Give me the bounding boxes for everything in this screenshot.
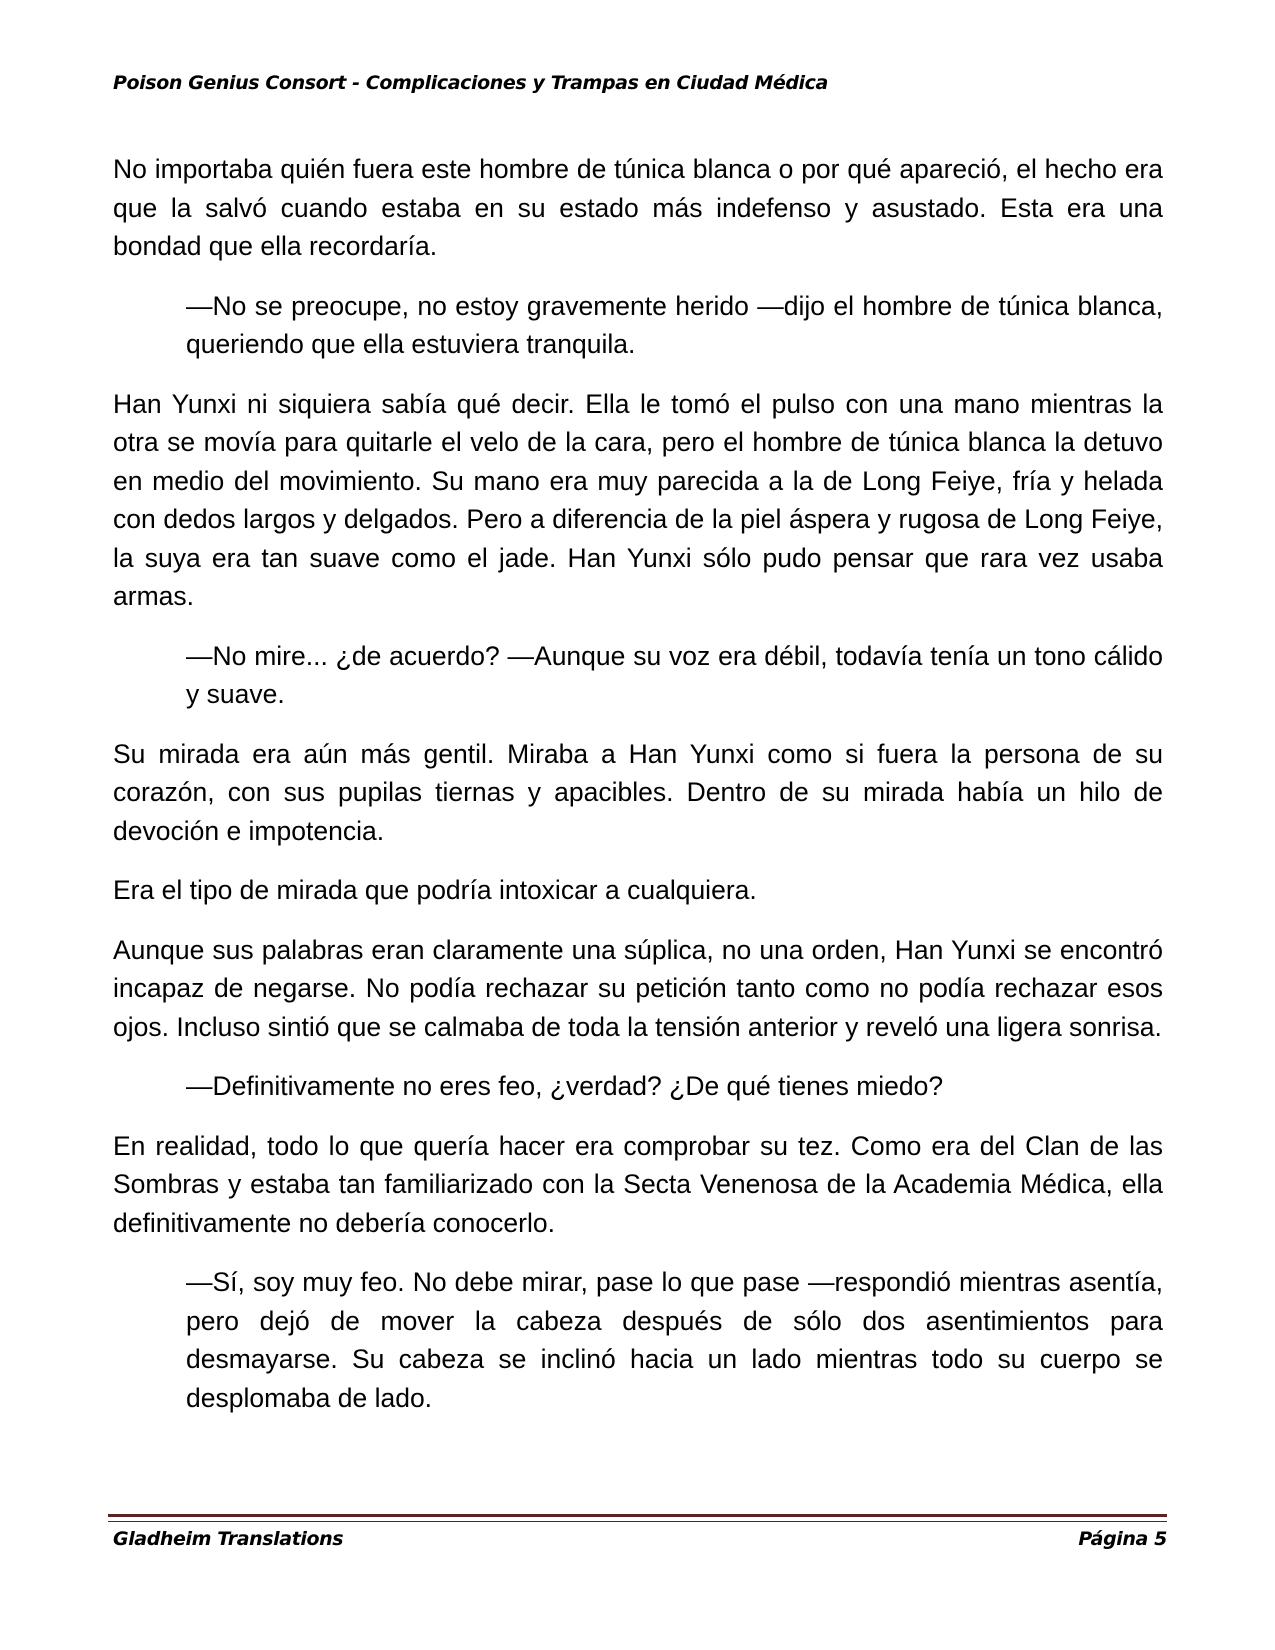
paragraph-narrative: No importaba quién fuera este hombre de túnica blanca o por qué apareció, el hecho era que la salvó cuando estaba en su estado más indefenso y asustado. Esta era una bondad que ella recordaría. [113, 154, 1163, 261]
document-body [113, 150, 1163, 1438]
paragraph-narrative: Su mirada era aún más gentil. Miraba a Han Yunxi como si fuera la persona de su corazón, con sus pupilas tiernas y apacibles. Dentro de su mirada había un hilo de devoción e impotencia. [113, 738, 1163, 846]
paragraph-dialogue: —Sí, soy muy feo. No debe mirar, pase lo que pase —respondió mientras asentía, pero dejó de mover la cabeza después de sólo dos asentimientos para desmayarse. Su cabeza se inclinó hacia un lado mientras todo su cuerpo se desplomaba de lado. [186, 1267, 1163, 1413]
paragraph-narrative: Han Yunxi ni siquiera sabía qué decir. Ella le tomó el pulso con una mano mientras la otra se movía para quitarle el velo de la cara, pero el hombre de túnica blanca la detuvo en medio del movimiento. Su mano era muy parecida a la de Long Feiye, fría y helada con dedos largos y delgados. Pero a diferencia de la piel áspera y rugosa de Long Feiye, la suya era tan suave como el jade. Han Yunxi sólo pudo pensar que rara vez usaba armas. [113, 388, 1163, 611]
paragraph-dialogue: —No mire... ¿de acuerdo? —Aunque su voz era débil, todavía tenía un tono cálido y suave. [186, 640, 1163, 709]
paragraph-narrative: Aunque sus palabras eran claramente una súplica, no una orden, Han Yunxi se encontró incapaz de negarse. No podía rechazar su petición tanto como no podía rechazar esos ojos. Incluso sintió que se calmaba de toda la tensión anterior y reveló una ligera sonrisa. [113, 934, 1163, 1042]
running-header-title: Poison Genius Consort - Complicaciones y Trampas en Ciudad Médica [113, 72, 828, 94]
footer-divider [108, 1514, 1167, 1517]
paragraph-dialogue: —No se preocupe, no estoy gravemente herido —dijo el hombre de túnica blanca, queriendo que ella estuviera tranquila. [186, 290, 1163, 359]
page-number: Página 5 [1078, 1528, 1167, 1550]
paragraph-narrative: En realidad, todo lo que quería hacer era comprobar su tez. Como era del Clan de las Sombras y estaba tan familiarizado con la Secta Venenosa de la Academia Médica, ella definitivamente no debería conocerlo. [113, 1130, 1163, 1238]
paragraph-dialogue: —Definitivamente no eres feo, ¿verdad? ¿De qué tienes miedo? [186, 1071, 944, 1101]
paragraph-narrative: Era el tipo de mirada que podría intoxicar a cualquiera. [113, 875, 757, 905]
footer-divider-thin [108, 1521, 1167, 1522]
footer-publisher: Gladheim Translations [113, 1528, 344, 1550]
